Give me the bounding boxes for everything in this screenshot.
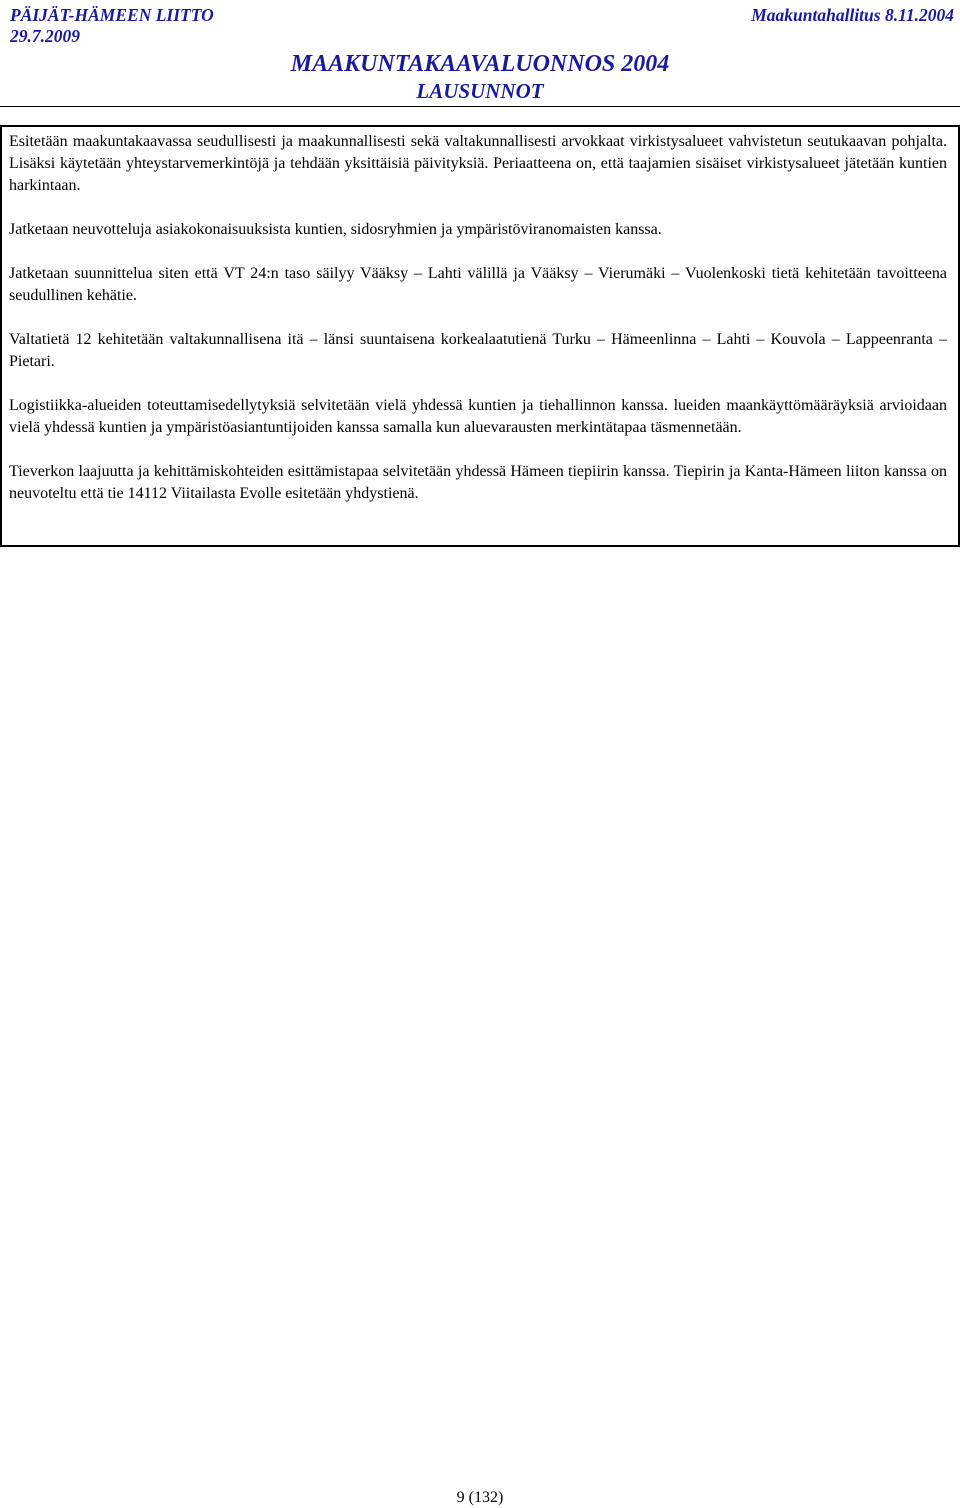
body-text <box>9 131 947 505</box>
document-title: MAAKUNTAKAAVALUONNOS 2004 <box>290 51 670 77</box>
paragraph-5: Logistiikka-alueiden toteuttamisedellytyksiä selvitetään vielä yhdessä kuntien ja tiehallinnon kanssa. lueiden maankäyttömääräyksiä arvioidaan vielä yhdessä kuntien ja ympäristöasiantuntijoiden kanssa samalla kun aluevarausten merkintätapaa täsmennetään. <box>9 397 947 436</box>
paragraph-3: Jatketaan suunnittelua siten että VT 24:n taso säilyy Vääksy – Lahti välillä ja Vääksy – Vierumäki – Vuolenkoski tietä kehitetään tavoitteena seudullinen kehätie. <box>9 265 947 304</box>
document-subtitle: LAUSUNNOT <box>416 79 544 103</box>
paragraph-6: Tieverkon laajuutta ja kehittämiskohteiden esittämistapaa selvitetään yhdessä Hämeen tiepiirin kanssa. Tiepirin ja Kanta-Hämeen liiton kanssa on neuvoteltu että tie 14112 Viitailasta Evolle esitetään yhdystienä. <box>9 463 947 502</box>
meeting-label: Maakuntahallitus 8.11.2004 <box>751 5 954 25</box>
page-number: 9 (132) <box>456 1489 504 1506</box>
organization-name: PÄIJÄT-HÄMEEN LIITTO <box>10 5 214 25</box>
paragraph-2: Jatketaan neuvotteluja asiakokonaisuuksista kuntien, sidosryhmien ja ympäristöviranomaisten kanssa. <box>9 221 662 238</box>
document-date: 29.7.2009 <box>10 26 80 46</box>
header-rule <box>0 106 960 107</box>
paragraph-1: Esitetään maakuntakaavassa seudullisesti ja maakunnallisesti sekä valtakunnallisesti arvokkaat virkistysalueet vahvistetun seutukaavan pohjalta. Lisäksi käytetään yhteystarvemerkintöjä ja tehdään yksittäisiä päivityksiä. Periaatteena on, että taajamien sisäiset virkistysalueet jätetään kuntien harkintaan. <box>9 133 947 194</box>
paragraph-4: Valtatietä 12 kehitetään valtakunnallisena itä – länsi suuntaisena korkealaatutienä Turku – Hämeenlinna – Lahti – Kouvola – Lappeenranta – Pietari. <box>9 331 947 370</box>
